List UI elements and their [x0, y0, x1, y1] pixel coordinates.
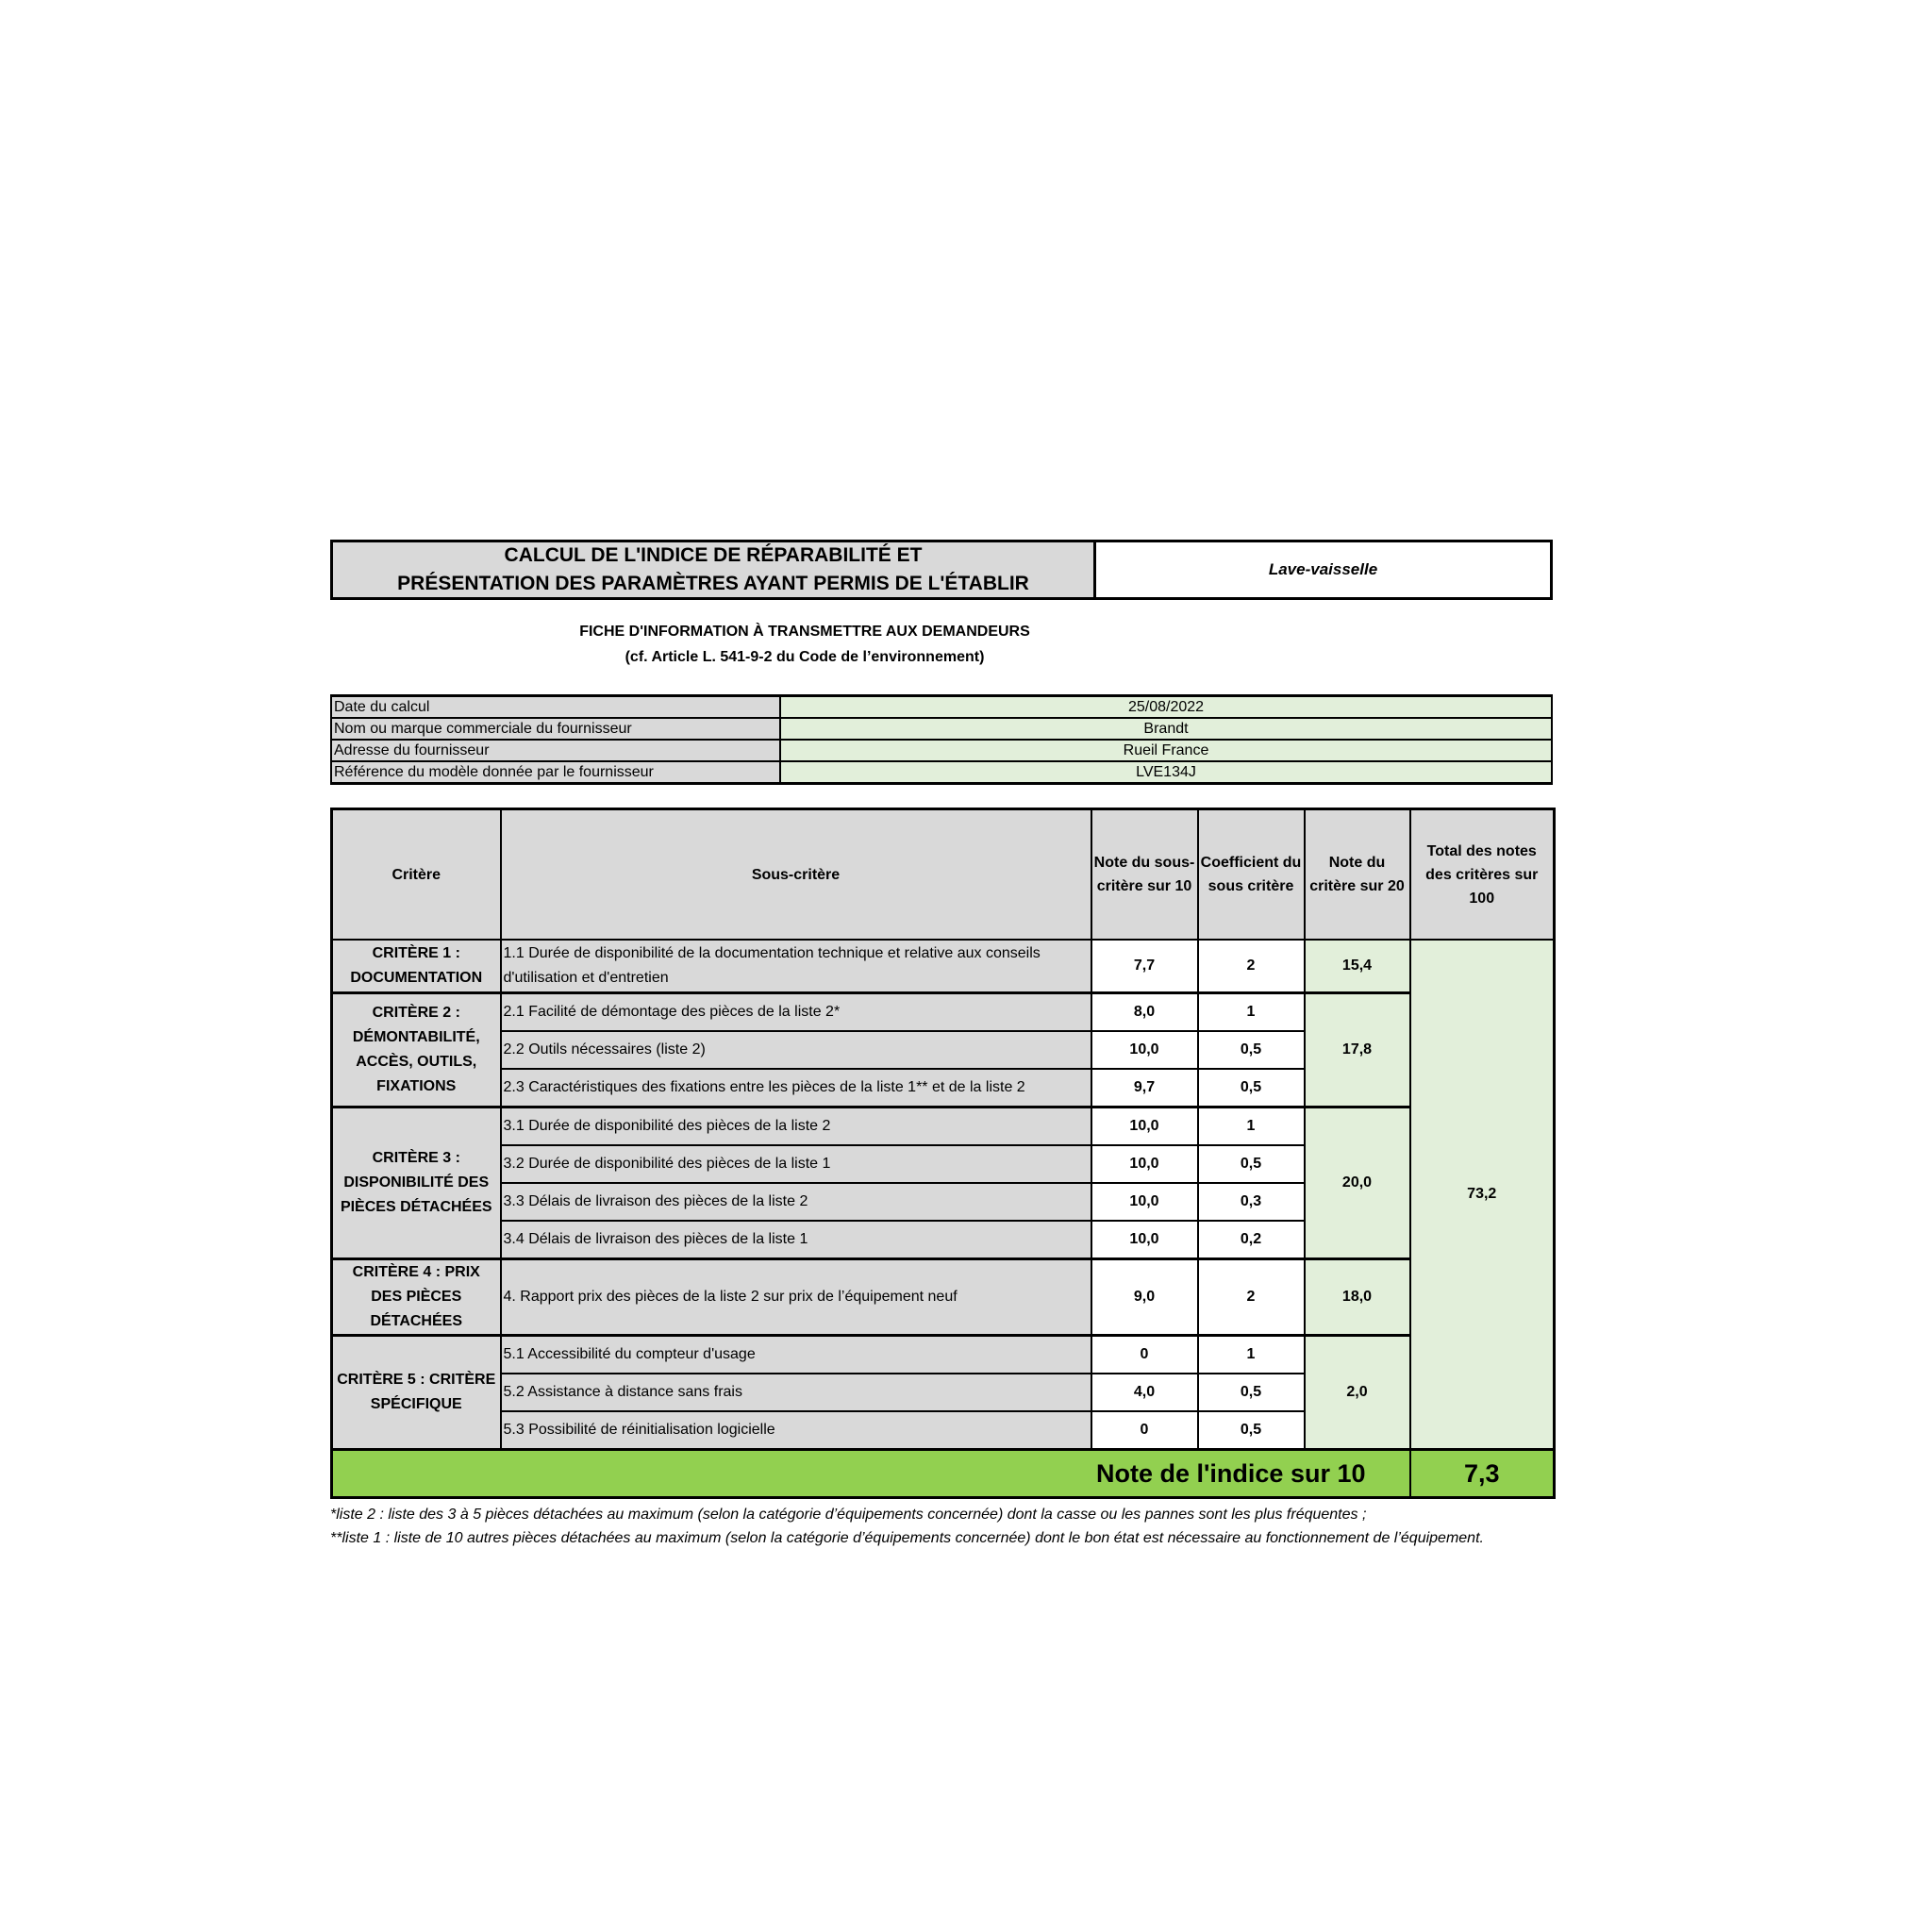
fiche-line2: (cf. Article L. 541-9-2 du Code de l’environnement) — [625, 649, 985, 665]
footnotes — [330, 1503, 1547, 1550]
table-row — [332, 1108, 1555, 1146]
sub-criterion-note: 10,0 — [1091, 1221, 1198, 1259]
sub-criterion-label: 3.3 Délais de livraison des pièces de la liste 2 — [501, 1183, 1091, 1221]
sub-criterion-note: 10,0 — [1091, 1031, 1198, 1069]
sub-criterion-label: 2.2 Outils nécessaires (liste 2) — [501, 1031, 1091, 1069]
table-row — [332, 1336, 1555, 1374]
table-row — [332, 993, 1555, 1032]
col-header-sous-critere: Sous-critère — [501, 809, 1091, 941]
criteria-table — [330, 808, 1556, 1499]
col-header-critere: Critère — [332, 809, 501, 941]
sub-criterion-note: 10,0 — [1091, 1145, 1198, 1183]
sub-criterion-label: 2.3 Caractéristiques des fixations entre les pièces de la liste 1** et de la liste 2 — [501, 1069, 1091, 1108]
criterion-1-score: 15,4 — [1305, 940, 1410, 993]
criterion-4-score: 18,0 — [1305, 1259, 1410, 1336]
criterion-2-name: CRITÈRE 2 : DÉMONTABILITÉ, ACCÈS, OUTILS, FIXATIONS — [332, 993, 501, 1108]
info-value: 25/08/2022 — [780, 696, 1552, 719]
sub-criterion-label: 2.1 Facilité de démontage des pièces de la liste 2* — [501, 993, 1091, 1032]
final-score-value: 7,3 — [1410, 1450, 1555, 1498]
criterion-5-name: CRITÈRE 5 : CRITÈRE SPÉCIFIQUE — [332, 1336, 501, 1450]
criteria-header-row — [332, 809, 1555, 941]
sub-criterion-label: 1.1 Durée de disponibilité de la documentation technique et relative aux conseils d'utilisation et d'entretien — [501, 940, 1091, 993]
sub-criterion-coef: 0,5 — [1198, 1145, 1305, 1183]
info-row — [331, 740, 1552, 761]
sub-criterion-note: 10,0 — [1091, 1183, 1198, 1221]
product-type: Lave-vaisselle — [1268, 560, 1378, 578]
sub-criterion-note: 7,7 — [1091, 940, 1198, 993]
info-label: Adresse du fournisseur — [331, 740, 780, 761]
col-header-note-critere: Note du critère sur 20 — [1305, 809, 1410, 941]
criterion-5-score: 2,0 — [1305, 1336, 1410, 1450]
sub-criterion-note: 9,7 — [1091, 1069, 1198, 1108]
sub-criterion-coef: 1 — [1198, 1108, 1305, 1146]
header-title-line1: CALCUL DE L'INDICE DE RÉPARABILITÉ ET — [504, 544, 923, 566]
info-row — [331, 696, 1552, 719]
sub-criterion-label: 3.2 Durée de disponibilité des pièces de la liste 1 — [501, 1145, 1091, 1183]
table-row — [332, 1259, 1555, 1336]
criterion-3-name: CRITÈRE 3 : DISPONIBILITÉ DES PIÈCES DÉTACHÉES — [332, 1108, 501, 1259]
info-label: Nom ou marque commerciale du fournisseur — [331, 718, 780, 740]
col-header-coefficient: Coefficient du sous critère — [1198, 809, 1305, 941]
sub-criterion-coef: 1 — [1198, 1336, 1305, 1374]
footnote-liste-1: **liste 1 : liste de 10 autres pièces détachées au maximum (selon la catégorie d’équipements concernée) dont le bon état est nécessaire au fonctionnement de l’équipement. — [330, 1530, 1484, 1546]
sub-criterion-label: 3.1 Durée de disponibilité des pièces de la liste 2 — [501, 1108, 1091, 1146]
sub-criterion-coef: 2 — [1198, 1259, 1305, 1336]
info-row — [331, 761, 1552, 784]
sub-criterion-label: 4. Rapport prix des pièces de la liste 2 sur prix de l’équipement neuf — [501, 1259, 1091, 1336]
header-title-line2: PRÉSENTATION DES PARAMÈTRES AYANT PERMIS DE L'ÉTABLIR — [397, 573, 1029, 594]
sub-criterion-coef: 0,5 — [1198, 1069, 1305, 1108]
final-score-label: Note de l'indice sur 10 — [332, 1450, 1410, 1498]
sub-criterion-note: 0 — [1091, 1411, 1198, 1450]
header-title — [333, 542, 1096, 597]
sub-criterion-coef: 0,5 — [1198, 1411, 1305, 1450]
sub-criterion-coef: 0,5 — [1198, 1031, 1305, 1069]
header-block — [330, 540, 1553, 600]
sub-criterion-coef: 0,2 — [1198, 1221, 1305, 1259]
sub-criterion-label: 3.4 Délais de livraison des pièces de la liste 1 — [501, 1221, 1091, 1259]
sub-criterion-note: 0 — [1091, 1336, 1198, 1374]
fiche-line1: FICHE D'INFORMATION À TRANSMETTRE AUX DEMANDEURS — [579, 624, 1030, 640]
sub-criterion-note: 4,0 — [1091, 1374, 1198, 1411]
info-row — [331, 718, 1552, 740]
criterion-2-score: 17,8 — [1305, 993, 1410, 1108]
repairability-sheet — [330, 540, 1553, 1550]
info-value: Brandt — [780, 718, 1552, 740]
total-score-100: 73,2 — [1410, 940, 1555, 1450]
final-score-row — [332, 1450, 1555, 1498]
info-table — [330, 694, 1553, 785]
info-value: Rueil France — [780, 740, 1552, 761]
col-header-note-sous-critere: Note du sous-critère sur 10 — [1091, 809, 1198, 941]
table-row — [332, 940, 1555, 993]
sub-criterion-coef: 2 — [1198, 940, 1305, 993]
sub-criterion-coef: 0,5 — [1198, 1374, 1305, 1411]
info-label: Date du calcul — [331, 696, 780, 719]
sub-criterion-coef: 1 — [1198, 993, 1305, 1032]
criterion-4-name: CRITÈRE 4 : PRIX DES PIÈCES DÉTACHÉES — [332, 1259, 501, 1336]
col-header-total: Total des notes des critères sur 100 — [1410, 809, 1555, 941]
sub-criterion-label: 5.3 Possibilité de réinitialisation logicielle — [501, 1411, 1091, 1450]
footnote-liste-2: *liste 2 : liste des 3 à 5 pièces détachées au maximum (selon la catégorie d’équipements concernée) dont la casse ou les pannes sont les plus fréquentes ; — [330, 1507, 1367, 1523]
fiche-caption — [330, 619, 1553, 670]
criterion-3-score: 20,0 — [1305, 1108, 1410, 1259]
sub-criterion-note: 10,0 — [1091, 1108, 1198, 1146]
sub-criterion-note: 9,0 — [1091, 1259, 1198, 1336]
sub-criterion-label: 5.2 Assistance à distance sans frais — [501, 1374, 1091, 1411]
sub-criterion-coef: 0,3 — [1198, 1183, 1305, 1221]
info-value: LVE134J — [780, 761, 1552, 784]
sub-criterion-label: 5.1 Accessibilité du compteur d'usage — [501, 1336, 1091, 1374]
info-label: Référence du modèle donnée par le fournisseur — [331, 761, 780, 784]
criterion-1-name: CRITÈRE 1 : DOCUMENTATION — [332, 940, 501, 993]
sub-criterion-note: 8,0 — [1091, 993, 1198, 1032]
